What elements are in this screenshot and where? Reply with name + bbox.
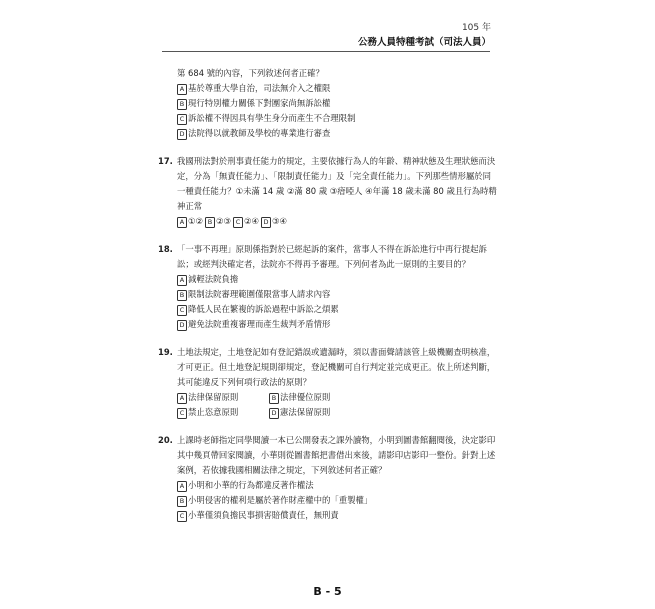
option-letter-badge: A (177, 275, 187, 286)
option-letter-badge: A (177, 481, 187, 492)
option-text: 禁止恣意原則 (188, 407, 239, 417)
option-text: 法院得以就教師及學校的專業進行審查 (188, 128, 331, 138)
option-item (177, 317, 498, 332)
option-letter-badge: C (177, 511, 187, 522)
option-item (177, 508, 498, 523)
option-item (261, 214, 289, 229)
question-stem: 「一事不再理」原則係指對於已經起訴的案件，當事人不得在訴訟進行中再行提起訴訟；或經判決確定者，法院亦不得再予審理。下列何者為此一原則的主要目的？ (177, 244, 487, 269)
option-item (177, 390, 269, 405)
question-17 (158, 154, 498, 229)
option-item (177, 287, 498, 302)
option-text: 法律優位原則 (280, 392, 331, 402)
option-letter-badge: B (205, 217, 215, 228)
option-item (177, 214, 205, 229)
option-item (177, 405, 269, 420)
question-20 (158, 433, 498, 523)
option-text: ①② (188, 216, 204, 226)
option-letter-badge: A (177, 393, 187, 404)
option-letter-badge: A (177, 84, 187, 95)
option-letter-badge: C (177, 305, 187, 316)
option-letter-badge: C (177, 114, 187, 125)
option-row (177, 390, 498, 405)
option-text: 訴訟權不得因具有學生身分而產生不合理限制 (188, 113, 356, 123)
option-letter-badge: D (261, 217, 271, 228)
option-item (177, 96, 498, 111)
option-text: 小華僅須負擔民事損害賠償責任，無刑責 (188, 510, 339, 520)
option-letter-badge: C (233, 217, 243, 228)
option-text: ②③ (216, 216, 232, 226)
option-item (177, 81, 498, 96)
question-number: 20. (158, 435, 173, 445)
option-text: 法律保留原則 (188, 392, 239, 402)
option-text: 憲法保留原則 (280, 407, 331, 417)
option-row (177, 405, 498, 420)
question-stem: 上課時老師指定同學閱讀一本已公開發表之課外讀物，小明到圖書館翻閱後，決定影印其中幾頁帶回家閱讀，小華則從圖書館把書借出來後，請影印店影印一整份。針對上述案例，若依據我國相關法律之規定，下列敘述何者正確？ (177, 435, 496, 475)
option-list (177, 478, 498, 523)
question-16-continuation (177, 66, 498, 141)
option-item (205, 214, 233, 229)
option-text: 避免法院重複審理而產生裁判矛盾情形 (188, 319, 331, 329)
option-letter-badge: B (177, 99, 187, 110)
option-text: 限制法院審理範圍僅限當事人請求內容 (188, 289, 331, 299)
option-text: 基於尊重大學自治，司法無介入之權限 (188, 83, 331, 93)
option-text: 小明和小華的行為都違反著作權法 (188, 480, 314, 490)
option-letter-badge: C (177, 408, 187, 419)
question-number: 19. (158, 347, 173, 357)
option-text: 小明侵害的權利是屬於著作財產權中的「重製權」 (188, 495, 373, 505)
question-content (158, 66, 498, 523)
option-item (177, 126, 498, 141)
option-text: 減輕法院負擔 (188, 274, 239, 284)
question-19 (158, 345, 498, 420)
option-item (177, 302, 498, 317)
option-list (177, 272, 498, 332)
option-text: ②④ (244, 216, 260, 226)
exam-title: 公務人員特種考試（司法人員） (357, 37, 491, 48)
option-item (269, 405, 361, 420)
option-item (233, 214, 261, 229)
option-item (177, 478, 498, 493)
option-letter-badge: D (177, 129, 187, 140)
option-item (177, 493, 498, 508)
option-item (177, 111, 498, 126)
option-letter-badge: A (177, 217, 187, 228)
question-stem: 我國刑法對於刑事責任能力的規定，主要依據行為人的年齡、精神狀態及生理狀態而決定，分為「無責任能力」、「限制責任能力」及「完全責任能力」。下列那些情形屬於同一種責任能力？①未滿 14 歲 ②滿 80 歲 ③瘖啞人 ④年滿 18 歲未滿 80 歲且行為時精神正常 (177, 156, 497, 211)
question-stem: 土地法規定，土地登記如有登記錯誤或遺漏時，須以書面聲請該管上級機關查明核准，才可更正。但土地登記規則卻規定，登記機關可自行判定並完成更正。依上所述判斷，其可能違反下列何項行政法的原則？ (177, 347, 496, 387)
option-text: 現行特別權力關係下對團家尚無訴訟權 (188, 98, 331, 108)
question-18 (158, 242, 498, 332)
option-letter-badge: D (177, 320, 187, 331)
option-letter-badge: B (269, 393, 279, 404)
option-text: 降低人民在繁複的訴訟過程中訴訟之煩累 (188, 304, 339, 314)
option-letter-badge: D (269, 408, 279, 419)
header-divider (162, 51, 490, 52)
page-number: B - 5 (313, 585, 342, 598)
option-item (269, 390, 361, 405)
option-item (177, 272, 498, 287)
option-letter-badge: B (177, 496, 187, 507)
question-number: 17. (158, 156, 173, 166)
question-number: 18. (158, 244, 173, 254)
option-row (177, 214, 498, 229)
option-text: ③④ (272, 216, 288, 226)
exam-year: 105 年 (461, 23, 491, 33)
question-16-stem: 第 684 號的內容，下列敘述何者正確？ (177, 68, 324, 78)
option-letter-badge: B (177, 290, 187, 301)
